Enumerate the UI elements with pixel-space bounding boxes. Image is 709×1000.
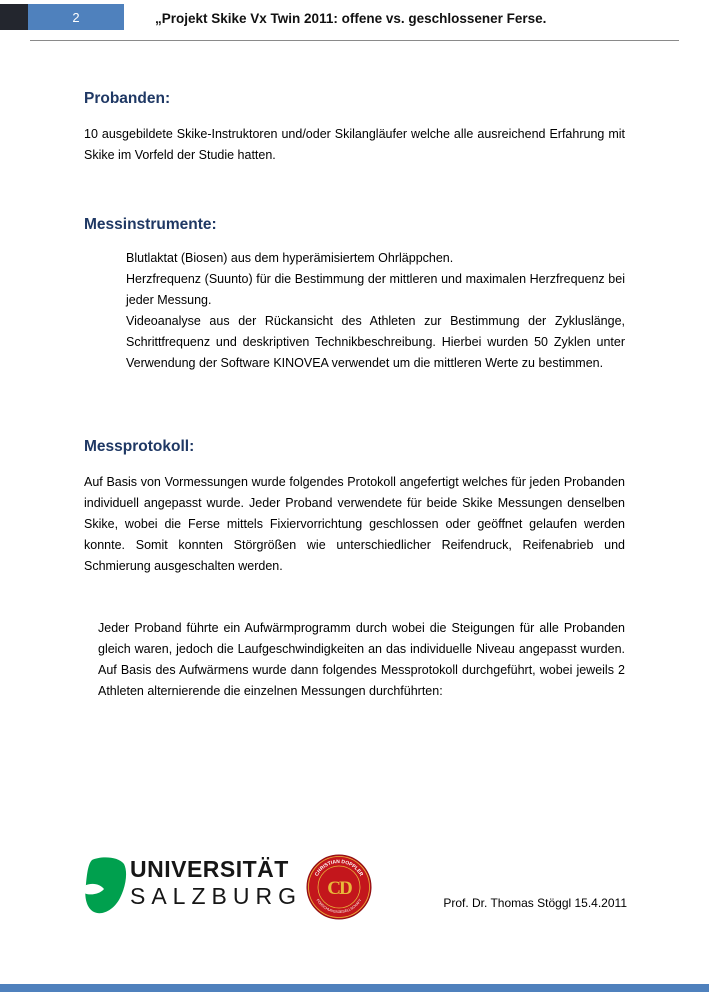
page-number-badge [28,4,124,30]
messprotokoll-paragraph-2: Jeder Proband führte ein Aufwärmprogramm durch wobei die Steigungen für alle Probanden gleich waren, jedoch die Laufgeschwindigkeiten an das individuelle Niveau angepasst wurden. Auf Basis des Aufwärmens wurde dann folgendes Messprotokoll durchgeführt, wobei jeweils 2 Athleten alternierende die einzelnen Messungen durchführten: [98,621,625,698]
university-name-line2: SALZBURG [130,883,302,909]
section-heading-messinstrumente: Messinstrumente: [84,216,217,233]
messinstrumente-item: Blutlaktat (Biosen) aus dem hyperämisiertem Ohrläppchen. [126,251,454,265]
messinstrumente-item: Videoanalyse aus der Rückansicht des Athleten zur Bestimmung der Zykluslänge, Schrittfrequenz und deskriptiven Technikbeschreibung. Hierbei wurden 50 Zyklen unter Verwendung der Software KINOVEA verwendet um die mittleren Werte zu bestimmen. [126,314,625,370]
footer-credit: Prof. Dr. Thomas Stöggl 15.4.2011 [443,896,627,910]
messinstrumente-item: Herzfrequenz (Suunto) für die Bestimmung der mittleren und maximalen Herzfrequenz bei jeder Messung. [126,272,625,307]
university-wordmark [130,856,302,910]
university-salzburg-logo [84,855,302,917]
section-heading-probanden: Probanden: [84,90,171,107]
header-corner-block [0,4,28,30]
probanden-paragraph: 10 ausgebildete Skike-Instruktoren und/oder Skilangläufer welche alle ausreichend Erfahrung mit Skike im Vorfeld der Studie hatten. [84,127,625,162]
christian-doppler-logo [306,854,372,920]
header-title: „Projekt Skike Vx Twin 2011: offene vs. geschlossener Ferse. [155,11,547,26]
messprotokoll-paragraph-1: Auf Basis von Vormessungen wurde folgendes Protokoll angefertigt welches für jeden Probanden individuell angepasst wurde. Jeder Proband verwendete für beide Skike Messungen denselben Skike, wobei die Ferse mittels Fixiervorrichtung geschlossen oder geöffnet gelaufen werden konnte. Somit konnten Störgrößen wie unterschiedlicher Reifendruck, Reifenabrieb und Schmierung ausgeschalten werden. [84,475,625,573]
messinstrumente-list [126,248,625,374]
page-number: 2 [72,9,80,25]
cd-ring-text-bottom: FORSCHUNGSGESELLSCHAFT [315,898,363,914]
university-green-blob-icon [84,855,128,922]
university-name-line1: UNIVERSITÄT [130,856,289,882]
cd-ring-text-top: CHRISTIAN DOPPLER [313,858,365,878]
section-heading-messprotokoll: Messprotokoll: [84,438,195,455]
header-rule [30,40,679,41]
cd-monogram: CD [327,878,351,899]
footer-bar [0,984,709,992]
